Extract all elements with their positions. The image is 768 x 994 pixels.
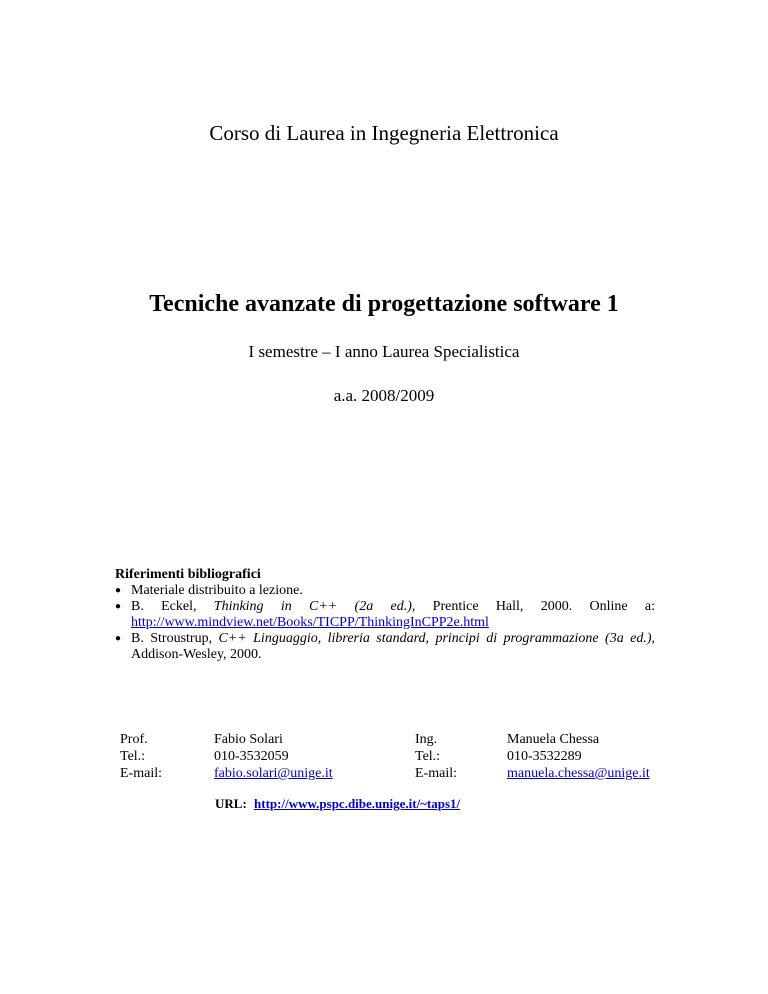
professor-tel: 010-3532059 bbox=[214, 749, 289, 764]
semester-line: I semestre – I anno Laurea Specialistica bbox=[248, 342, 520, 361]
course-url-line bbox=[215, 796, 460, 812]
engineer-email-link[interactable]: manuela.chessa@unige.it bbox=[507, 766, 650, 781]
engineer-email-label: E-mail: bbox=[415, 766, 457, 781]
academic-year: a.a. 2008/2009 bbox=[333, 386, 435, 405]
professor-email-label: E-mail: bbox=[120, 766, 162, 781]
reference-author: B. Stroustrup, bbox=[131, 631, 219, 646]
reference-title: Thinking in C++ (2a ed.) bbox=[213, 599, 412, 614]
engineer-tel-label: Tel.: bbox=[415, 749, 441, 764]
course-title: Tecniche avanzate di progettazione software 1 bbox=[149, 291, 619, 317]
engineer-values bbox=[507, 731, 650, 782]
reference-item bbox=[115, 599, 655, 631]
reference-title: C++ Linguaggio, libreria standard, principi di programmazione (3a ed.) bbox=[218, 631, 652, 646]
reference-item bbox=[115, 583, 655, 599]
reference-online-link[interactable]: http://www.mindview.net/Books/TICPP/ThinkingInCPP2e.html bbox=[131, 615, 489, 630]
engineer-labels bbox=[415, 731, 457, 782]
bullet-icon: ● bbox=[115, 633, 122, 644]
url-label: URL: bbox=[215, 796, 247, 811]
professor-labels bbox=[120, 731, 162, 782]
references-list bbox=[115, 583, 655, 663]
references-heading: Riferimenti bibliografici bbox=[115, 567, 261, 582]
professor-tel-label: Tel.: bbox=[120, 749, 146, 764]
reference-author: B. Eckel, bbox=[131, 599, 214, 614]
degree-title: Corso di Laurea in Ingegneria Elettronica bbox=[209, 121, 559, 145]
professor-name: Fabio Solari bbox=[214, 732, 283, 747]
engineer-role-label: Ing. bbox=[415, 732, 438, 747]
references-section bbox=[115, 567, 655, 663]
professor-values bbox=[214, 731, 333, 782]
professor-role-label: Prof. bbox=[120, 732, 148, 747]
reference-text: Materiale distribuito a lezione. bbox=[131, 583, 303, 598]
bullet-icon: ● bbox=[115, 601, 122, 612]
bullet-icon: ● bbox=[115, 585, 122, 596]
course-url-link[interactable]: http://www.pspc.dibe.unige.it/~taps1/ bbox=[254, 796, 461, 811]
reference-item bbox=[115, 631, 655, 663]
engineer-name: Manuela Chessa bbox=[507, 732, 600, 747]
reference-publisher: , Addison-Wesley, 2000. bbox=[131, 631, 655, 662]
engineer-tel: 010-3532289 bbox=[507, 749, 582, 764]
reference-publisher: , Prentice Hall, 2000. Online a: bbox=[411, 599, 655, 614]
professor-email-link[interactable]: fabio.solari@unige.it bbox=[214, 766, 333, 781]
